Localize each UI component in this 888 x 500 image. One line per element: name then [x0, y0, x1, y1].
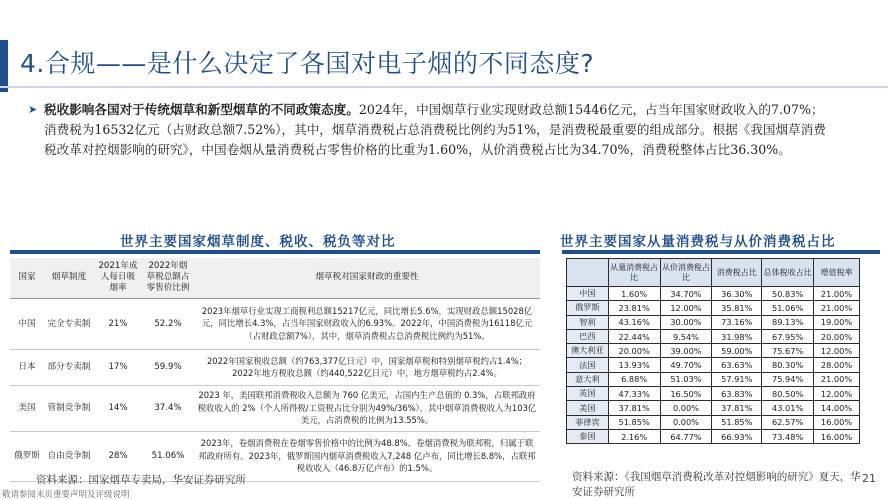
value-cell: 66.93%	[712, 429, 762, 443]
left-source-note: 资料来源：国家烟草专卖局，华安证券研究所	[36, 474, 246, 486]
value-cell: 34.70%	[660, 287, 712, 301]
value-cell: 51.06%	[762, 301, 814, 315]
country-cell: 菲律宾	[567, 415, 609, 429]
table-header-row	[10, 258, 540, 298]
country-cell: 英国	[567, 387, 609, 401]
header-tax-share: 2022年烟草税总额占零售价比例	[142, 258, 194, 298]
left-section-title: 世界主要国家烟草制度、税收、税负等对比	[120, 234, 396, 250]
title-accent-bar	[0, 40, 8, 92]
smoking-rate-cell: 21%	[94, 298, 142, 349]
value-cell: 20.00%	[814, 329, 860, 343]
value-cell: 14.00%	[814, 401, 860, 415]
value-cell: 12.00%	[814, 344, 860, 358]
page-title: 4.合规——是什么决定了各国对电子烟的不同态度?	[20, 49, 595, 78]
excise-row	[567, 315, 860, 329]
value-cell: 73.16%	[712, 315, 762, 329]
right-section-rule	[562, 250, 880, 254]
system-cell: 部分专卖制	[44, 349, 94, 385]
value-cell: 12.00%	[660, 301, 712, 315]
header-ad-valorem-tax: 从价消费税占比	[660, 259, 712, 287]
title-divider	[0, 86, 888, 88]
value-cell: 16.00%	[814, 429, 860, 443]
bullet-arrow-icon: ➤	[28, 103, 38, 116]
right-source-note: 资料来源：《我国烟草消费税改革对控烟影响的研究》夏天，华安证券研究所	[572, 471, 861, 498]
left-section-rule	[10, 250, 540, 254]
right-section-title: 世界主要国家从量消费税与从价消费税占比	[560, 234, 836, 250]
value-cell: 13.93%	[608, 358, 660, 372]
header-smoking-rate: 2021年成人每日吸烟率	[94, 258, 142, 298]
value-cell: 20.00%	[608, 344, 660, 358]
value-cell: 51.85%	[712, 415, 762, 429]
excise-row	[567, 301, 860, 315]
country-cell: 巴西	[567, 329, 609, 343]
value-cell: 80.50%	[762, 387, 814, 401]
value-cell: 67.95%	[762, 329, 814, 343]
value-cell: 59.00%	[712, 344, 762, 358]
value-cell: 75.67%	[762, 344, 814, 358]
value-cell: 37.81%	[712, 401, 762, 415]
country-cell: 美国	[567, 401, 609, 415]
value-cell: 47.33%	[608, 387, 660, 401]
value-cell: 16.50%	[660, 387, 712, 401]
value-cell: 9.54%	[660, 329, 712, 343]
header-excise-share: 消费税占比	[712, 259, 762, 287]
excise-row	[567, 287, 860, 301]
header-importance: 烟草税对国家财政的重要性	[194, 258, 540, 298]
value-cell: 73.48%	[762, 429, 814, 443]
importance-cell: 2022年国家税收总额（约763,377亿日元）中，国家烟草税和特别烟草税约占1.4%；2022年地方税收总额（约440,522亿日元）中，地方烟草税约占2.4%。	[194, 349, 540, 385]
value-cell: 22.44%	[608, 329, 660, 343]
table-row	[10, 385, 540, 431]
tax-share-cell: 52.2%	[142, 298, 194, 349]
country-cell: 日本	[10, 349, 44, 385]
excise-row	[567, 401, 860, 415]
country-cell: 中国	[10, 298, 44, 349]
smoking-rate-cell: 28%	[94, 431, 142, 481]
value-cell: 23.81%	[608, 301, 660, 315]
value-cell: 0.00%	[660, 415, 712, 429]
value-cell: 21.00%	[814, 301, 860, 315]
disclaimer-footer: 敬请参阅末页重要声明及评级说明	[2, 490, 130, 500]
value-cell: 6.88%	[608, 372, 660, 386]
smoking-rate-cell: 14%	[94, 385, 142, 431]
header-system: 烟草制度	[44, 258, 94, 298]
country-cell: 泰国	[567, 429, 609, 443]
value-cell: 21.00%	[814, 287, 860, 301]
excise-row	[567, 429, 860, 443]
tax-share-cell: 59.9%	[142, 349, 194, 385]
value-cell: 0.00%	[660, 401, 712, 415]
value-cell: 63.83%	[712, 387, 762, 401]
summary-paragraph	[28, 100, 834, 160]
header-specific-tax: 从量消费税占比	[608, 259, 660, 287]
value-cell: 30.00%	[660, 315, 712, 329]
excise-header-row	[567, 259, 860, 287]
summary-text: 2024年，中国烟草行业实现财政总额15446亿元，占当年国家财政收入的7.07%；消费税为16532亿元（占财政总额7.52%），其中，烟草消费税占总消费税比例约为51%，是消费税最重要的组成部分。根据《我国烟草消费税改革对控烟影响的研究》，中国卷烟从量消费税占零售价格的比重为1.60%，从价消费税占比为34.70%，消费税整体占比36.30%。	[44, 102, 826, 157]
country-cell: 澳大利亚	[567, 344, 609, 358]
excise-row	[567, 329, 860, 343]
system-cell: 自由竞争制	[44, 431, 94, 481]
value-cell: 43.16%	[608, 315, 660, 329]
value-cell: 31.98%	[712, 329, 762, 343]
summary-bold-lead: 税收影响各国对于传统烟草和新型烟草的不同政策态度。	[44, 102, 359, 117]
table-row	[10, 349, 540, 385]
value-cell: 80.30%	[762, 358, 814, 372]
importance-cell: 2023年，卷烟消费税在卷烟零售价格中的比例为48.8%。卷烟消费税为联邦税，归属于联邦政府所有。2023年，俄罗斯国内烟草消费税收入7,248 亿卢布，同比增长8.8%，占联邦税收收入（46.8万亿卢布）的1.5%。	[194, 431, 540, 481]
importance-cell: 2023 年，美国联邦消费税收入总额为 760 亿美元，占国内生产总值的 0.3%，占联邦政府税收收入的 2%（个人所得税/工资税占比分别为49%/36%），其中烟草消费税收入为103亿美元，占消费税的比例为13.55%。	[194, 385, 540, 431]
country-cell: 意大利	[567, 372, 609, 386]
tobacco-policy-table	[10, 258, 540, 482]
table-row	[10, 298, 540, 349]
excise-row	[567, 358, 860, 372]
value-cell: 49.70%	[660, 358, 712, 372]
value-cell: 62.57%	[762, 415, 814, 429]
excise-row	[567, 387, 860, 401]
system-cell: 管制竞争制	[44, 385, 94, 431]
header-vat-rate: 增值税率	[814, 259, 860, 287]
country-cell: 俄罗斯	[10, 431, 44, 481]
value-cell: 64.77%	[660, 429, 712, 443]
country-cell: 美国	[10, 385, 44, 431]
value-cell: 89.13%	[762, 315, 814, 329]
value-cell: 39.00%	[660, 344, 712, 358]
excise-row	[567, 372, 860, 386]
country-cell: 智利	[567, 315, 609, 329]
excise-row	[567, 415, 860, 429]
value-cell: 2.16%	[608, 429, 660, 443]
value-cell: 21.00%	[814, 372, 860, 386]
value-cell: 51.85%	[608, 415, 660, 429]
header-country: 国家	[10, 258, 44, 298]
country-cell: 中国	[567, 287, 609, 301]
importance-cell: 2023年烟草行业实现工商税利总额15217亿元，同比增长5.6%，实现财政总额15028亿元，同比增长4.3%，占当年国家财政收入的6.93%。2022年，中国消费税为16118亿元（占财政总额7%），其中，烟草消费税占总消费税比例约为51%。	[194, 298, 540, 349]
tax-share-cell: 37.4%	[142, 385, 194, 431]
value-cell: 16.00%	[814, 415, 860, 429]
tax-share-cell: 51.06%	[142, 431, 194, 481]
page-number: 21	[862, 472, 876, 485]
country-cell: 法国	[567, 358, 609, 372]
value-cell: 35.81%	[712, 301, 762, 315]
header-total-tax-share: 总体税收占比	[762, 259, 814, 287]
value-cell: 28.00%	[814, 358, 860, 372]
country-cell: 俄罗斯	[567, 301, 609, 315]
value-cell: 1.60%	[608, 287, 660, 301]
value-cell: 51.03%	[660, 372, 712, 386]
excise-tax-table	[566, 258, 860, 444]
value-cell: 63.63%	[712, 358, 762, 372]
value-cell: 19.00%	[814, 315, 860, 329]
value-cell: 43.01%	[762, 401, 814, 415]
value-cell: 12.00%	[814, 387, 860, 401]
value-cell: 57.91%	[712, 372, 762, 386]
smoking-rate-cell: 17%	[94, 349, 142, 385]
system-cell: 完全专卖制	[44, 298, 94, 349]
value-cell: 37.81%	[608, 401, 660, 415]
value-cell: 75.94%	[762, 372, 814, 386]
value-cell: 36.30%	[712, 287, 762, 301]
value-cell: 50.83%	[762, 287, 814, 301]
header-blank	[567, 259, 609, 287]
excise-row	[567, 344, 860, 358]
